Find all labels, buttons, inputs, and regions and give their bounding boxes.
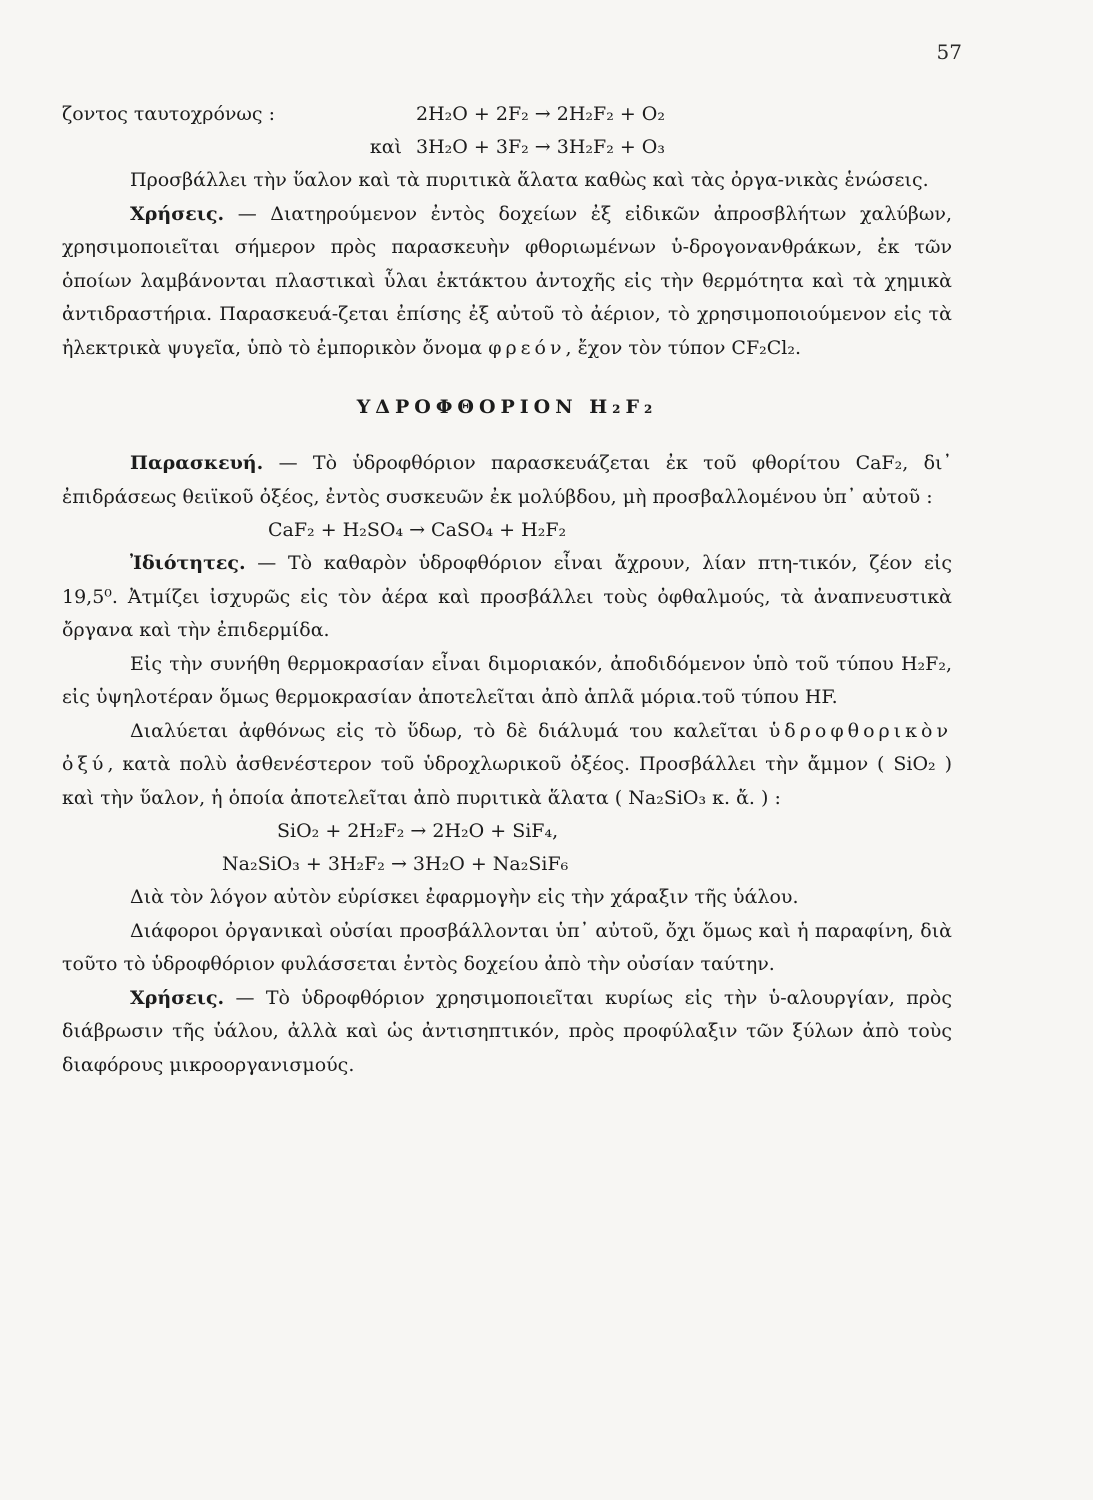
paragraph-properties [62,547,952,648]
paragraph-attack: Προσβάλλει τὴν ὕαλον καὶ τὰ πυριτικὰ ἅλατα καθὼς καὶ τὰς ὀργα-νικὰς ἑνώσεις. [130,169,929,191]
uses-text: — Διατηρούμενον ἐντὸς δοχείων ἐξ εἰδικῶν ἀπροσβλήτων χαλύβων, χρησιμοποιεῖται σήμερον πρὸς παρασκευὴν φθοριωμένων ὑ-δρογονανθράκων, ἐκ τῶν ὁποίων λαμβάνονται πλαστικαὶ ὗλαι ἐκτάκτου ἀντοχῆς εἰς τὴν θερμότητα καὶ τὰ χημικὰ ἀντιδραστήρια. Παρασκευά-ζεται ἐπίσης ἐξ αὐτοῦ τὸ ἀέριον, τὸ χρησιμοποιούμενον εἰς τὰ ἠλεκτρικὰ ψυγεῖα, ὑπὸ τὸ ἐμπορικὸν ὄνομα [62,202,952,359]
equation-3: SiO₂ + 2H₂F₂ → 2H₂O + SiF₄, [277,820,559,842]
properties-label: Ἰδιότητες. [130,552,246,574]
preparation-label: Παρασκευή. [130,452,264,474]
hydrofluoric-acid-term: ὑδροφθορικὸν ὀξύ [62,719,952,775]
equation-1: 2H₂O + 2F₂ → 2H₂F₂ + O₂ [416,103,666,125]
paragraph-uses-hf [62,982,952,1083]
paragraph-organic: Διάφοροι ὀργανικαὶ οὐσίαι προσβάλλονται ὑπ᾿ αὐτοῦ, ὄχι ὅμως καὶ ἡ παραφίνη, διὰ τοῦτο τὸ ὑδροφθόριον φυλάσσεται ἐντὸς δοχείου ἀπὸ τὴν οὐσίαν ταύτην. [62,919,952,975]
section-heading: ΥΔΡΟΦΘΟΡΙΟΝ H₂F₂ [356,396,658,418]
equation-row-4 [62,848,952,881]
uses-tail: , ἔχον τὸν τύπον CF₂Cl₂. [565,336,802,359]
dissolve-text-b: , κατὰ πολὺ ἀσθενέστερον τοῦ ὑδροχλωρικοῦ ὀξέος. Προσβάλλει τὴν ἄμμον ( SiO₂ ) καὶ τὴν ὕαλον, ἡ ὁποία ἀποτελεῖται ἀπὸ πυριτικὰ ἅλατα ( Na₂SiO₃ κ. ἄ. ) : [62,753,952,809]
paragraph-temperature: Εἰς τὴν συνήθη θερμοκρασίαν εἶναι διμοριακόν, ἀποδιδόμενον ὑπὸ τοῦ τύπου H₂F₂, εἰς ὑψηλοτέραν ὅμως θερμοκρασίαν ἀποτελεῖται ἀπὸ ἁπλᾶ μόρια.τοῦ τύπου HF. [62,652,952,708]
paragraph-etching: Διὰ τὸν λόγον αὐτὸν εὑρίσκει ἐφαρμογὴν εἰς τὴν χάραξιν τῆς ὑάλου. [130,886,799,908]
properties-text: — Τὸ καθαρὸν ὑδροφθόριον εἶναι ἄχρουν, λίαν πτη-τικόν, ζέον εἰς 19,5⁰. Ἀτμίζει ἰσχυρῶς εἰς τὸν ἀέρα καὶ προσβάλλει τοὺς ὀφθαλμούς, τὰ ἀναπνευστικὰ ὄργανα καὶ τὴν ἐπιδερμίδα. [62,552,952,641]
uses-hf-label: Χρήσεις. [130,986,225,1009]
freon-word: φρεόν [488,336,566,359]
dissolve-text-a: Διαλύεται ἀφθόνως εἰς τὸ ὕδωρ, τὸ δὲ διάλυμά του καλεῖται [130,719,769,742]
preparation-equation-row [62,514,952,547]
kai-word: καὶ [369,136,402,158]
uses-hf-text: — Τὸ ὑδροφθόριον χρησιμοποιεῖται κυρίως εἰς τὴν ὑ-αλουργίαν, πρὸς διάβρωσιν τῆς ὑάλου, ἀλλὰ καὶ ὡς ἀντισηπτικόν, πρὸς προφύλαξιν τῶν ξύλων ἀπὸ τοὺς διαφόρους μικροοργανισμούς. [62,986,952,1076]
page-body [62,98,952,1082]
equation-row-2 [62,131,952,164]
paragraph-dissolve [62,715,952,816]
equation-row-3 [62,815,952,848]
paragraph-uses-fluorine [62,198,952,366]
uses-label: Χρήσεις. [130,202,225,225]
preparation-equation: CaF₂ + H₂SO₄ → CaSO₄ + H₂F₂ [268,519,567,541]
lead-text: ζοντος ταυτοχρόνως : [62,103,276,125]
paragraph-preparation [62,447,952,514]
preparation-text: — Τὸ ὑδροφθόριον παρασκευάζεται ἐκ τοῦ φθορίτου CaF₂, δι᾿ ἐπιδράσεως θειϊκοῦ ὀξέος, ἐντὸς συσκευῶν ἐκ μολύβδου, μὴ προσβαλλομένου ὑπ᾿ αὐτοῦ : [62,452,952,508]
equation-4: Na₂SiO₃ + 3H₂F₂ → 3H₂O + Na₂SiF₆ [222,853,569,875]
equation-2: 3H₂O + 3F₂ → 3H₂F₂ + O₃ [416,136,666,158]
page-number: 57 [936,40,962,64]
equation-row-1 [62,98,952,131]
